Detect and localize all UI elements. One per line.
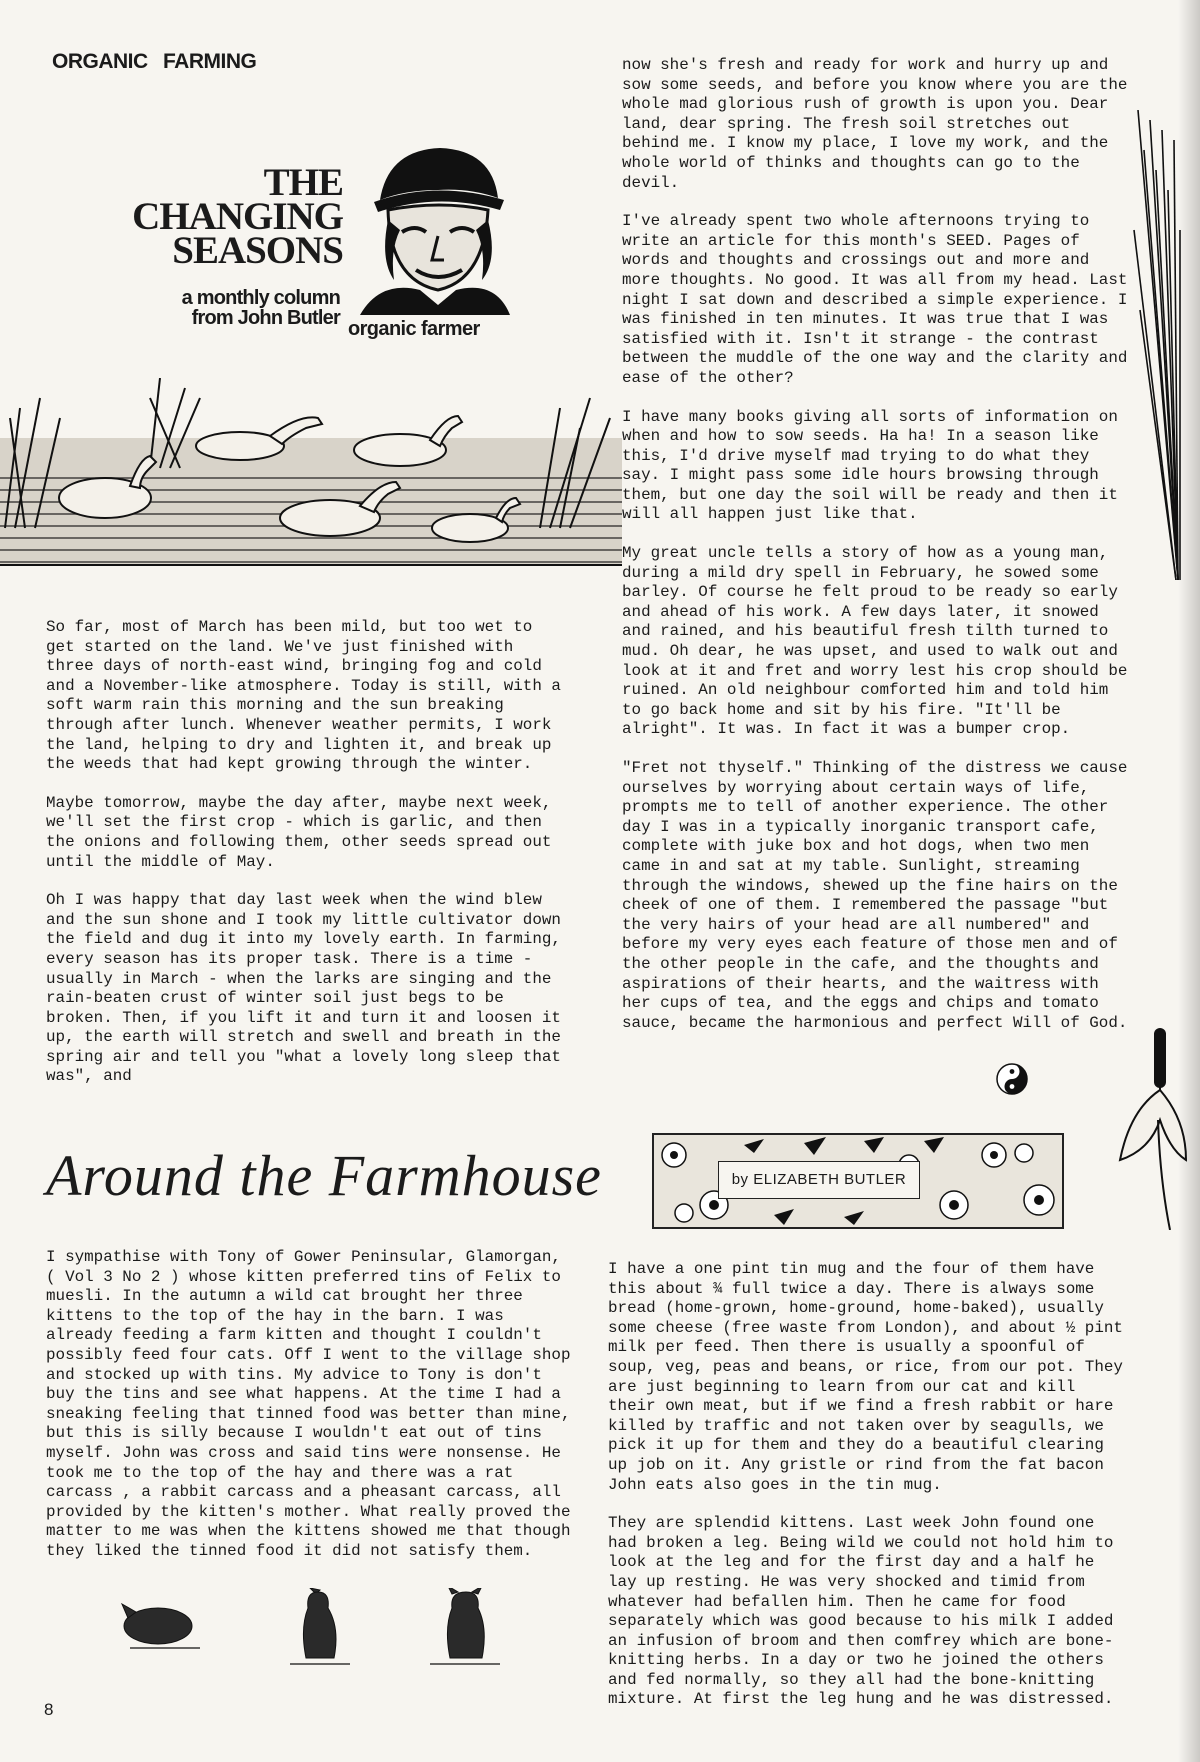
farmhouse-column-right <box>608 1260 1128 1710</box>
paragraph: now she's fresh and ready for work and hurry up and sow some seeds, and before you know where you are the whole mad glorious rush of growth is upon you. Dear land, dear spring. The fresh soil stretches out behind me. I know my place, I love my work, and the whole world of thinks and thoughts can go to the devil. <box>622 56 1128 192</box>
ducks-pond-illustration <box>0 378 622 566</box>
paragraph: My great uncle tells a story of how as a young man, during a mild dry spell in February, he sowed some barley. Of course he felt proud to be ready so early and ahead of his work. A few days later, it snowed and rained, and his beautiful fresh tilth turned to mud. Oh dear, he was upset, and used to walk out and look at it and fret and worry lest his crop should be ruined. An old neighbour comforted him and told him to go back home and sit by his fire. "It'll be alright". It was. In fact it was a bumper crop. <box>622 544 1128 739</box>
paragraph: They are splendid kittens. Last week John found one had broken a leg. Being wild we could not hold him to look at the leg and for the first day and a half he lay up resting. He was very shocked and timid from whatever had befallen him. Then he came for food separately which was good because to his milk I added an infusion of broom and then comfrey which are bone-knitting herbs. In a day or two he joined the others and fed normally, so they all had the bone-knitting mixture. At first the leg hung and he was distressed. <box>608 1514 1114 1709</box>
article-column-right <box>622 56 1128 1033</box>
paragraph: So far, most of March has been mild, but too wet to get started on the land. We've just finished with three days of north-east wind, bringing fog and cold and a November-like atmosphere. Today is still, with a soft warm rain this morning and the sun breaking through after lunch. Whenever weather permits, I work the land, helping to dry and lighten it, and break up the weeds that had kept growing through the winter. <box>46 618 561 774</box>
arum-lily-illustration <box>1100 1020 1190 1230</box>
author-role: organic farmer <box>348 318 480 340</box>
farmhouse-heading: Around the Farmhouse <box>46 1143 602 1208</box>
paragraph: I have many books giving all sorts of information on when and how to sow seeds. Ha ha! In a season like this, I'd drive myself mad trying to do what they say. I might pass some idle hours browsing through them, but one day the soil will be ready and then it will all happen just like that. <box>622 407 1118 524</box>
paragraph: Oh I was happy that day last week when the wind blew and the sun shone and I took my little cultivator down the field and dug it into my lovely earth. In farming, every season has its proper task. There is a time - usually in March - when the larks are singing and the rain-beaten crust of winter soil just begs to be broken. Then, if you lift it and turn it and loosen it up, the earth will stretch and swell and breath in the spring air and tell you "what a lovely long sleep that was", and <box>46 891 561 1086</box>
paragraph: I sympathise with Tony of Gower Peninsular, Glamorgan, ( Vol 3 No 2 ) whose kitten preferred tins of Felix to muesli. In the autumn a wild cat brought her three kittens to the top of the hay in the barn. I was already feeding a farm kitten and thought I couldn't possibly feed four cats. Off I went to the village shop and stocked up with tins. My advice to Tony is don't buy the tins and see what happens. At the time I had a sneaking feeling that tinned food was better than mine, but this is silly because I wouldn't eat out of tins myself. John was cross and said tins were nonsense. He took me to the top of the hay and there was a rat carcass , a rabbit carcass and a pheasant carcass, all provided by the kitten's mother. What really proved the matter to me was when the kittens showed me that though they liked the tinned food it did not satisfy them. <box>46 1248 571 1560</box>
section-heading: ORGANIC FARMING <box>52 50 257 73</box>
author-portrait-illustration <box>360 140 510 315</box>
byline-banner <box>652 1133 1064 1229</box>
paragraph: I have a one pint tin mug and the four of them have this about ¾ full twice a day. There is always some bread (home-grown, home-ground, home-baked), usually some cheese (free waste from London), and about ½ pint milk per feed. Then there is usually a spoonful of soup, veg, peas and beans, or rice, from our pot. They are just beginning to learn from our cat and kill their own meat, but if we find a fresh rabbit or hare killed by traffic and not taken over by seagulls, we pick it up for them and they do a beautiful clearing up job on it. Any gristle or rind from the fat bacon John eats also goes in the tin mug. <box>608 1260 1123 1494</box>
paragraph: "Fret not thyself." Thinking of the distress we cause ourselves by worrying about certain ways of life, prompts me to tell of another experience. The other day I was in a typically inorganic transport cafe, complete with juke box and hot dogs, when two men came in and sat at my table. Sunlight, streaming through the windows, shewed up the fine hairs on the cheek of one of them. I remembered the passage "but the very hairs of your head are all numbered" and before my very eyes each feature of those men and of the other people in the cafe, and the thoughts and aspirations of their hearts, and the waitress with her cups of tea, and the eggs and chips and tomato sauce, became the harmonious and perfect Will of God. <box>622 759 1128 1032</box>
paragraph: I've already spent two whole afternoons trying to write an article for this month's SEED. Pages of words and thoughts and crossings out and more and more thoughts. No good. It was all from my head. Last night I sat down and described a simple experience. I was finished in ten minutes. It was true that I was satisfied with it. Isn't it strange - the contrast between the muddle of the one way and the clarity and ease of the other? <box>622 212 1128 387</box>
yin-yang-icon <box>996 1063 1028 1095</box>
title-line: CHANGING <box>132 195 343 238</box>
column-subtitle <box>150 288 340 328</box>
kittens-illustration <box>120 1588 540 1678</box>
page-number: 8 <box>44 1700 54 1719</box>
subtitle-line: a monthly column <box>181 287 340 309</box>
farmhouse-column-left <box>46 1248 572 1562</box>
title-line: SEASONS <box>172 229 343 272</box>
reeds-illustration <box>1130 110 1182 580</box>
paragraph: Maybe tomorrow, maybe the day after, maybe next week, we'll set the first crop - which is garlic, and then the onions and following them, other seeds spread out until the middle of May. <box>46 793 552 871</box>
title-line: THE <box>263 161 343 204</box>
subtitle-line: from John Butler <box>191 307 340 329</box>
column-title <box>95 161 343 272</box>
byline: by ELIZABETH BUTLER <box>718 1161 920 1199</box>
article-column-left <box>46 618 562 1087</box>
